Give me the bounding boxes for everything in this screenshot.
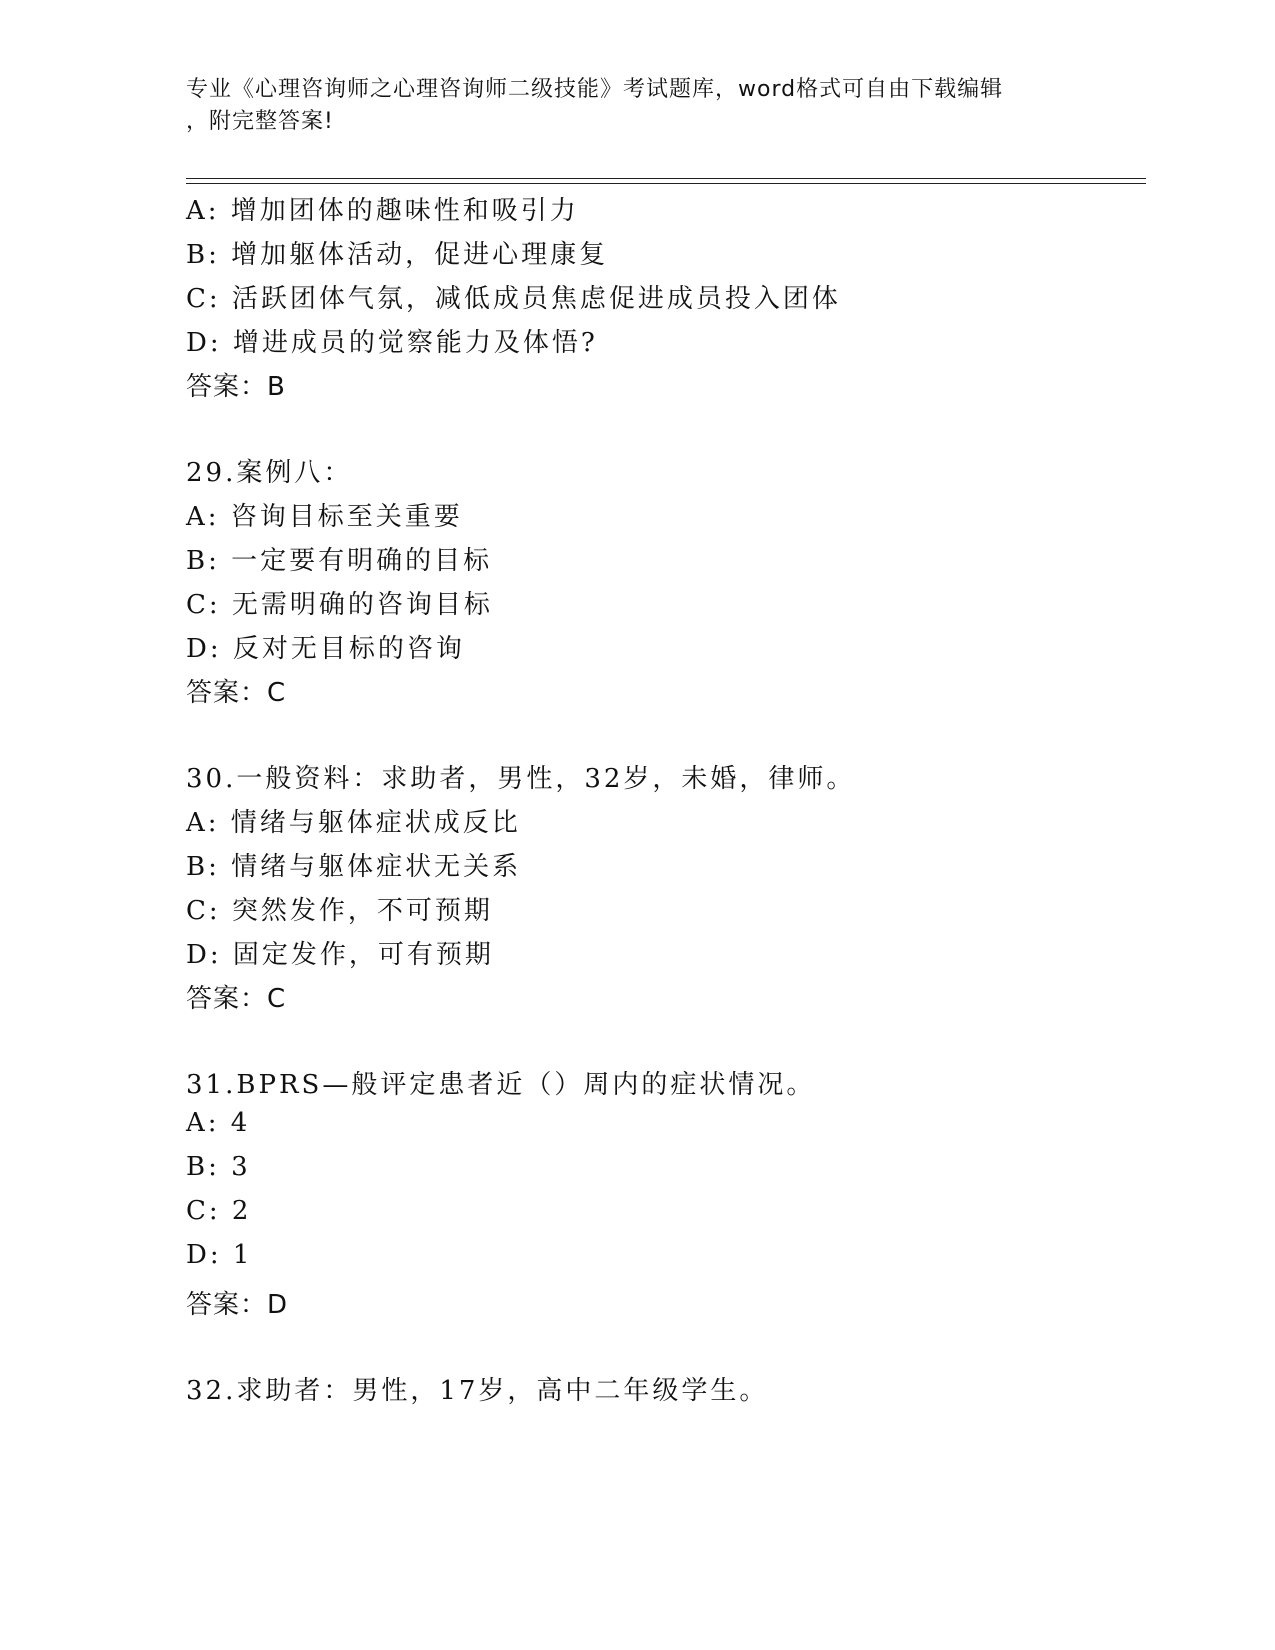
q29-answer: 答案：C [186, 678, 287, 708]
q29-option-c: C: 无需明确的咨询目标 [186, 590, 493, 620]
q28-option-b: B: 增加躯体活动，促进心理康复 [186, 240, 609, 270]
q31-option-c: C: 2 [186, 1196, 252, 1226]
q29-option-b: B: 一定要有明确的目标 [186, 546, 493, 576]
header-line-1: 专业《心理咨询师之心理咨询师二级技能》考试题库，word格式可自由下载编辑 [186, 77, 1004, 102]
q30-option-d: D: 固定发作，可有预期 [186, 940, 494, 970]
header-divider-bottom [186, 183, 1146, 184]
q30-answer: 答案：C [186, 984, 287, 1014]
q31-option-d: D: 1 [186, 1240, 253, 1270]
q29-option-d: D: 反对无目标的咨询 [186, 634, 465, 664]
q29-stem: 29.案例八： [186, 458, 353, 488]
q32-stem: 32.求助者：男性，17岁，高中二年级学生。 [186, 1376, 769, 1406]
header-divider-top [186, 178, 1146, 179]
q30-option-b: B: 情绪与躯体症状无关系 [186, 852, 522, 882]
q31-option-b: B: 3 [186, 1152, 251, 1182]
q28-option-d: D: 增进成员的觉察能力及体悟? [186, 328, 598, 358]
q30-option-c: C: 突然发作，不可预期 [186, 896, 493, 926]
q28-option-a: A: 增加团体的趣味性和吸引力 [186, 196, 579, 226]
q30-stem: 30.一般资料：求助者，男性，32岁，未婚，律师。 [186, 764, 856, 794]
q29-option-a: A: 咨询目标至关重要 [186, 502, 463, 532]
q28-option-c: C: 活跃团体气氛，减低成员焦虑促进成员投入团体 [186, 284, 841, 314]
q31-stem: 31.BPRS—般评定患者近（）周内的症状情况。 [186, 1070, 816, 1100]
document-header [186, 74, 1086, 138]
q31-option-a: A: 4 [186, 1108, 251, 1138]
q30-option-a: A: 情绪与躯体症状成反比 [186, 808, 521, 838]
q31-answer: 答案：D [186, 1290, 289, 1320]
q28-answer: 答案：B [186, 372, 286, 402]
header-line-2: ，附完整答案! [186, 109, 334, 134]
